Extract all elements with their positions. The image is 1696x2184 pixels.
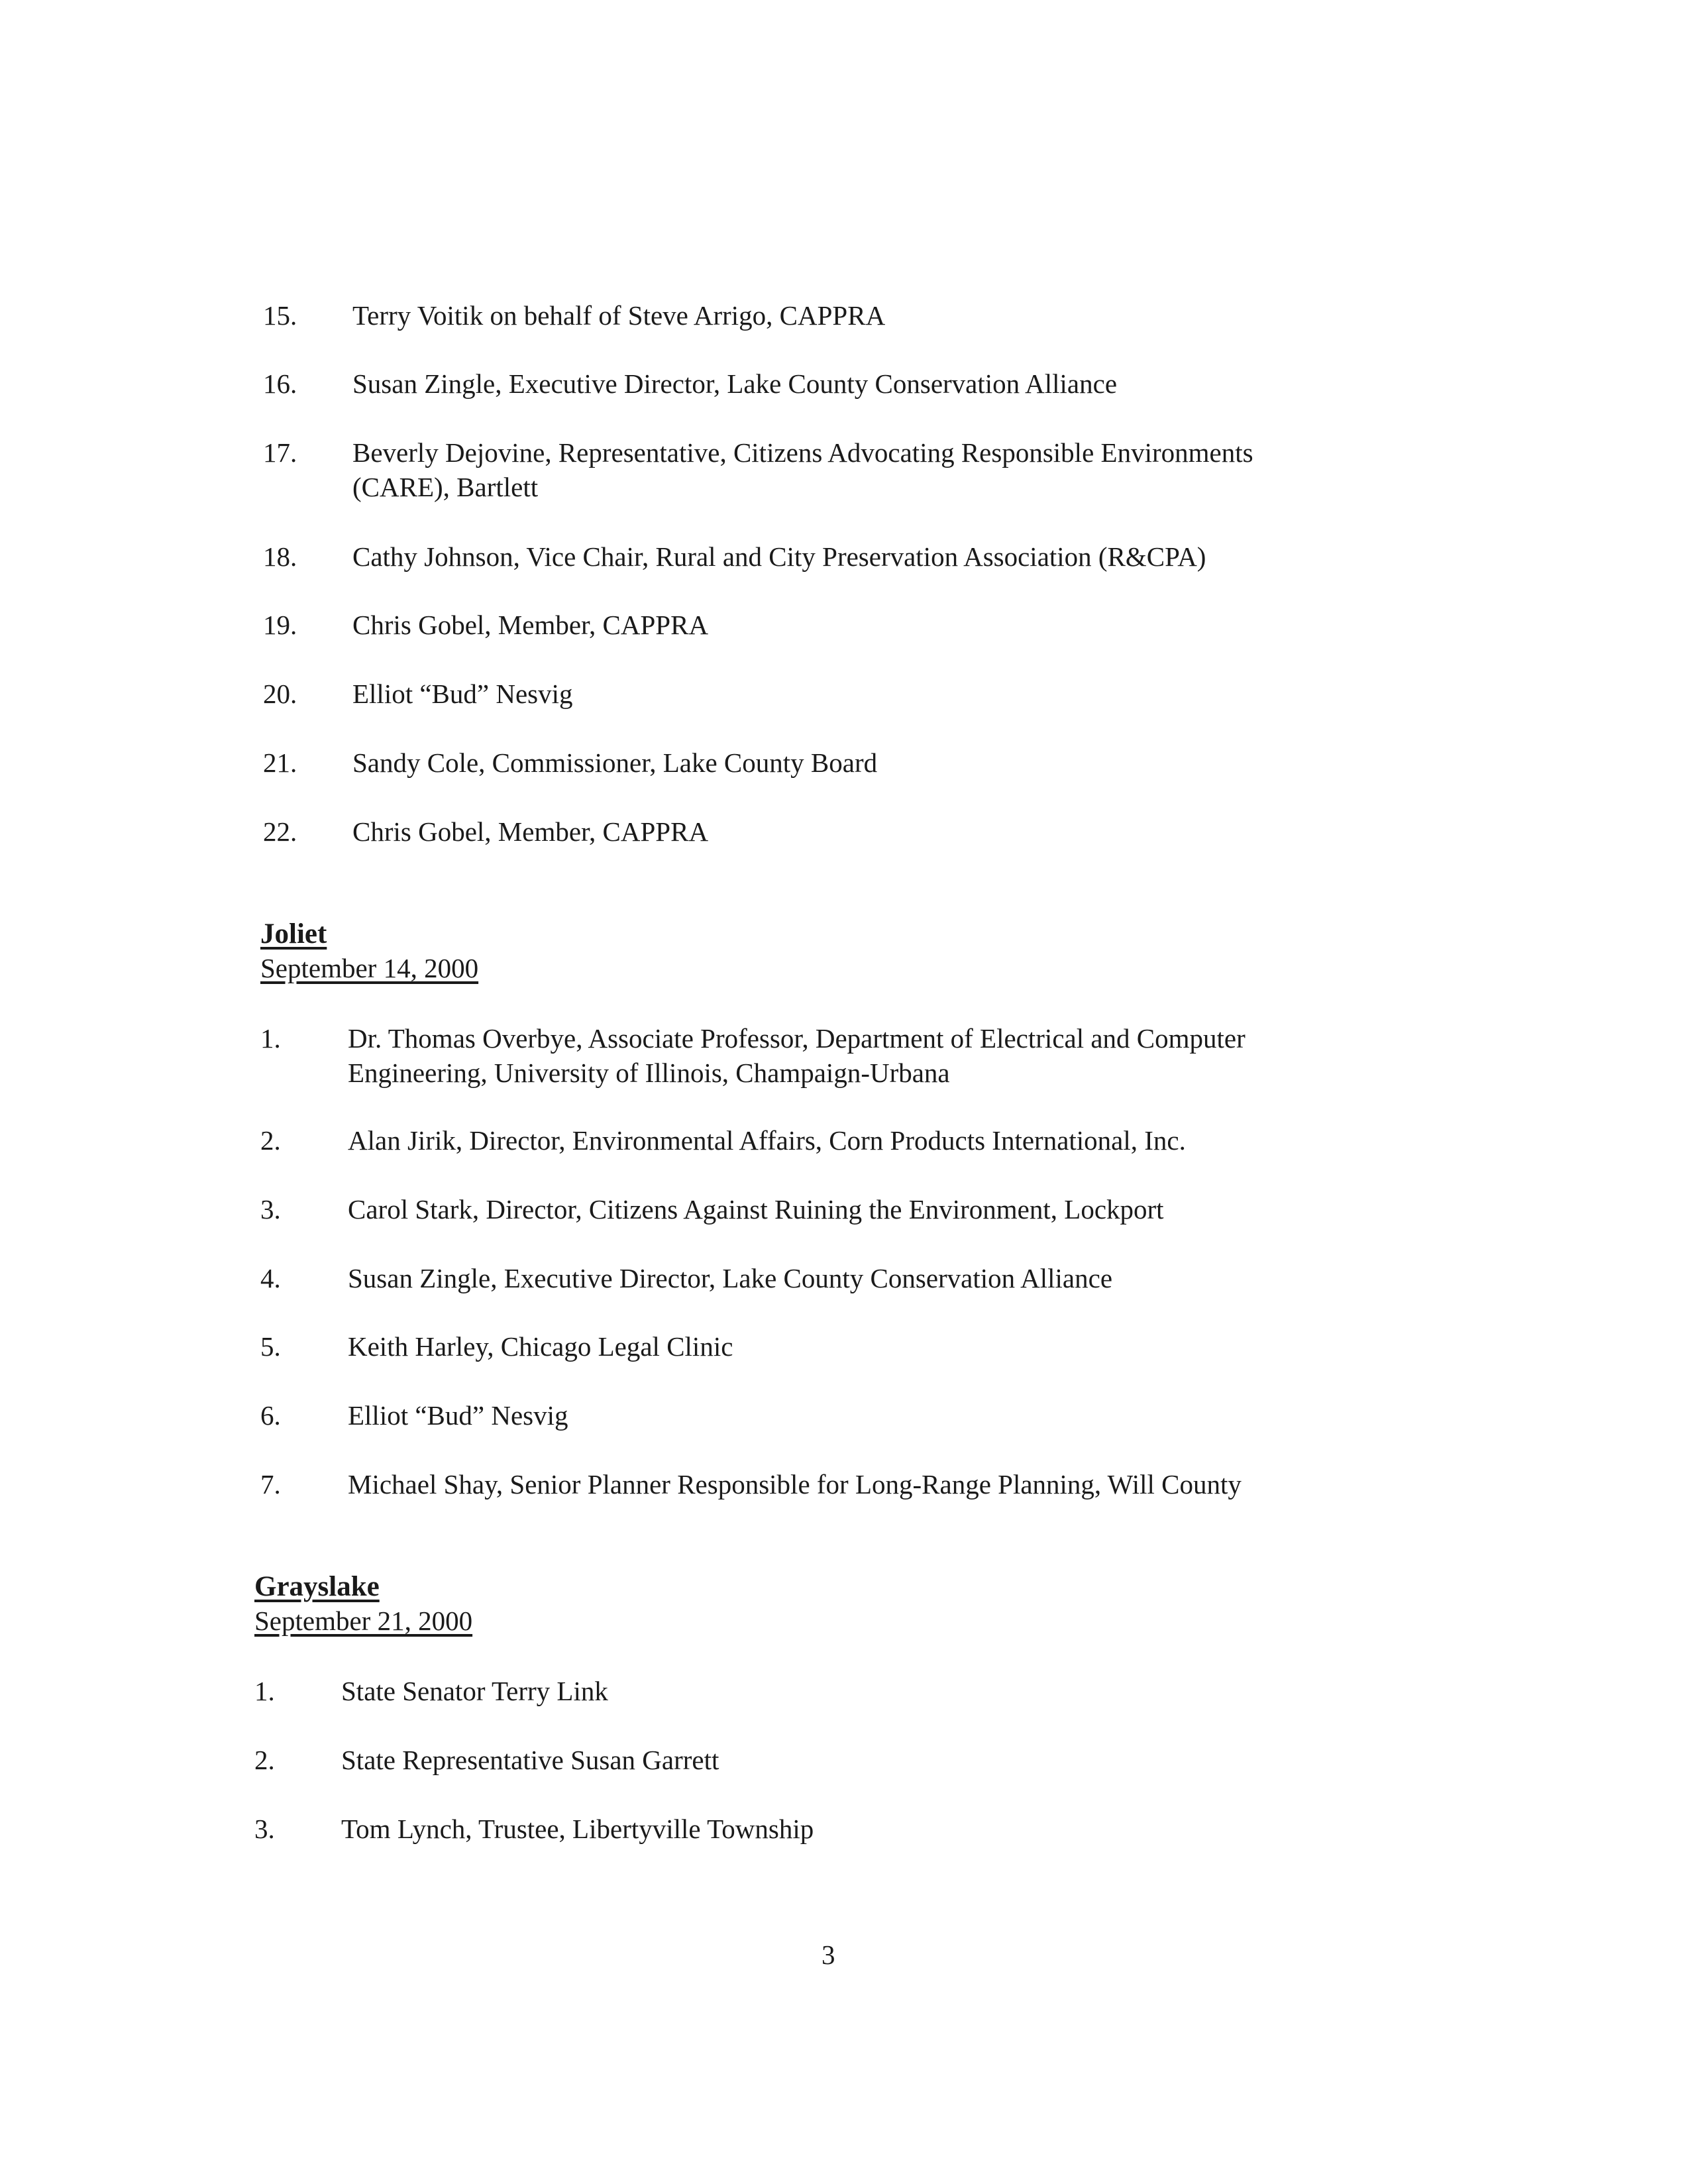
item-number: 19. bbox=[263, 610, 297, 640]
item-text: Elliot “Bud” Nesvig bbox=[348, 1400, 568, 1431]
item-number: 15. bbox=[263, 300, 297, 331]
item-number: 21. bbox=[263, 747, 297, 778]
item-text: State Representative Susan Garrett bbox=[341, 1745, 719, 1775]
item-text: Susan Zingle, Executive Director, Lake County Conservation Alliance bbox=[352, 368, 1118, 399]
item-number: 7. bbox=[260, 1469, 281, 1500]
item-number: 1. bbox=[254, 1676, 275, 1706]
item-text: Michael Shay, Senior Planner Responsible for Long-Range Planning, Will County bbox=[348, 1469, 1242, 1500]
item-text: Beverly Dejovine, Representative, Citizens Advocating Responsible Environments bbox=[352, 437, 1253, 468]
item-number: 2. bbox=[260, 1125, 281, 1156]
item-number: 20. bbox=[263, 679, 297, 709]
item-text: Cathy Johnson, Vice Chair, Rural and City Preservation Association (R&CPA) bbox=[352, 541, 1206, 572]
section-heading-joliet: Joliet bbox=[260, 918, 327, 950]
item-number: 2. bbox=[254, 1745, 275, 1775]
item-text: Sandy Cole, Commissioner, Lake County Board bbox=[352, 747, 878, 778]
page-number: 3 bbox=[822, 1939, 835, 1970]
item-number: 6. bbox=[260, 1400, 281, 1431]
section-date-joliet: September 14, 2000 bbox=[260, 953, 479, 983]
item-number: 17. bbox=[263, 437, 297, 468]
item-text: Elliot “Bud” Nesvig bbox=[352, 679, 573, 709]
item-text: Dr. Thomas Overbye, Associate Professor, Department of Electrical and Computer bbox=[348, 1023, 1246, 1054]
item-number: 3. bbox=[254, 1814, 275, 1844]
item-number: 4. bbox=[260, 1263, 281, 1293]
item-text: Terry Voitik on behalf of Steve Arrigo, CAPPRA bbox=[352, 300, 886, 331]
item-text-continuation: (CARE), Bartlett bbox=[352, 472, 539, 502]
item-text: Alan Jirik, Director, Environmental Affairs, Corn Products International, Inc. bbox=[348, 1125, 1186, 1156]
item-text: Carol Stark, Director, Citizens Against Ruining the Environment, Lockport bbox=[348, 1194, 1164, 1225]
item-text: Tom Lynch, Trustee, Libertyville Township bbox=[341, 1814, 814, 1844]
item-text: Susan Zingle, Executive Director, Lake County Conservation Alliance bbox=[348, 1263, 1113, 1293]
section-heading-grayslake: Grayslake bbox=[254, 1571, 380, 1602]
item-number: 18. bbox=[263, 541, 297, 572]
item-number: 16. bbox=[263, 368, 297, 399]
item-number: 3. bbox=[260, 1194, 281, 1225]
item-number: 1. bbox=[260, 1023, 281, 1054]
item-text: Keith Harley, Chicago Legal Clinic bbox=[348, 1331, 733, 1362]
item-text: Chris Gobel, Member, CAPPRA bbox=[352, 816, 709, 847]
section-date-grayslake: September 21, 2000 bbox=[254, 1606, 473, 1636]
item-text-continuation: Engineering, University of Illinois, Champaign-Urbana bbox=[348, 1058, 950, 1088]
item-number: 5. bbox=[260, 1331, 281, 1362]
item-text: Chris Gobel, Member, CAPPRA bbox=[352, 610, 709, 640]
item-number: 22. bbox=[263, 816, 297, 847]
item-text: State Senator Terry Link bbox=[341, 1676, 608, 1706]
